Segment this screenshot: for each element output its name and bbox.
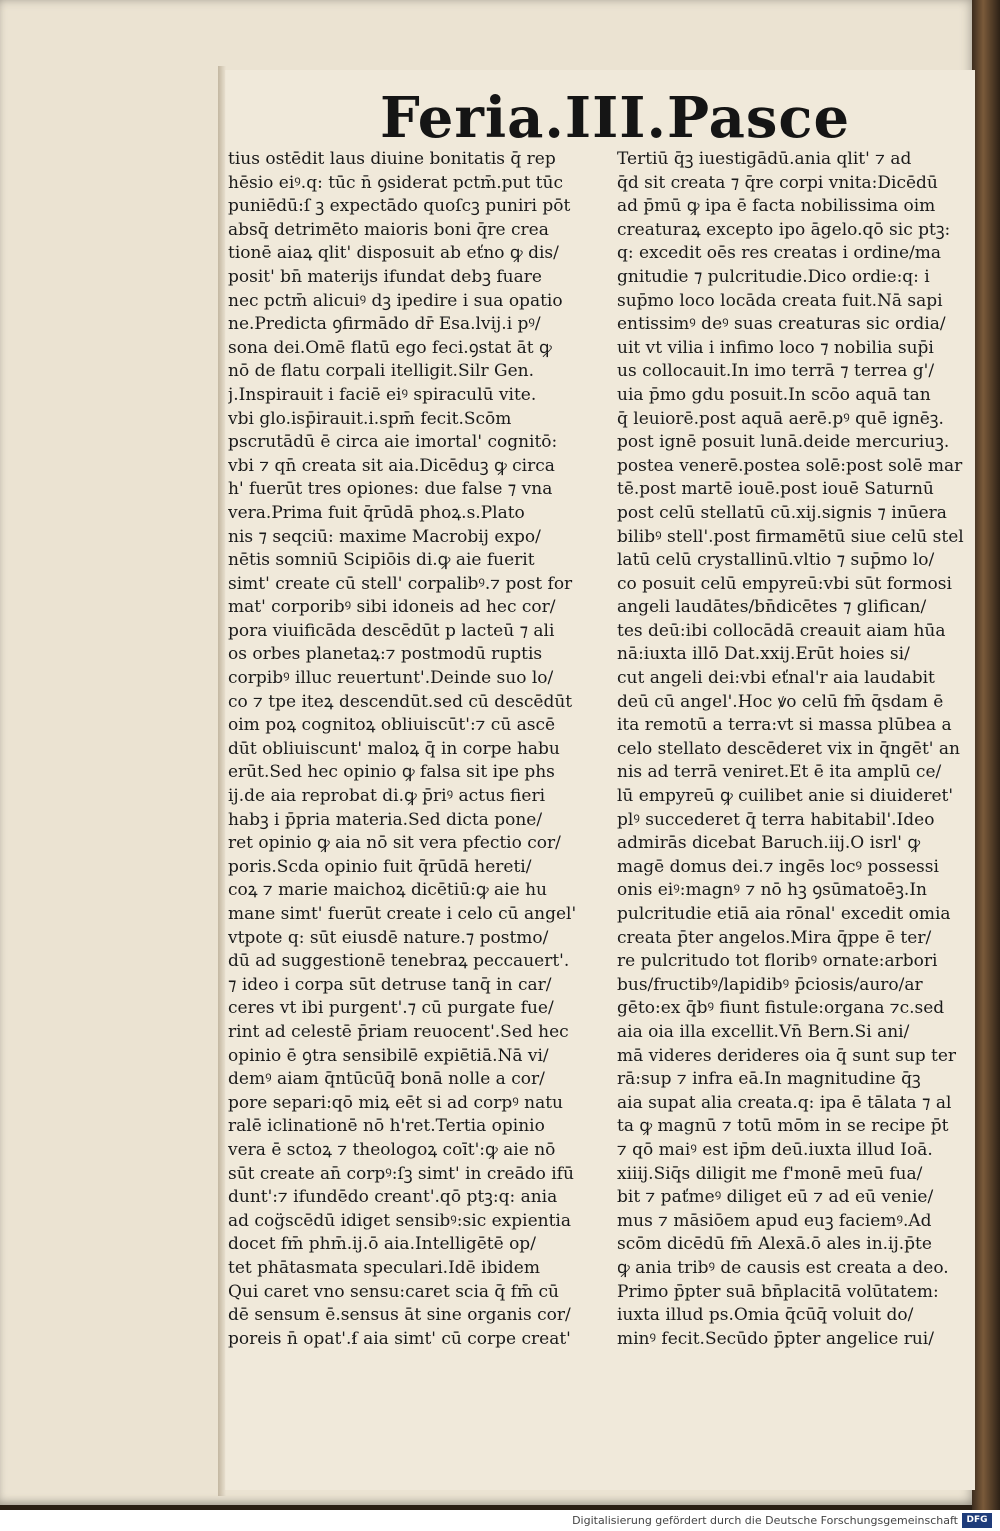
text-line: scōm dicēdū fm̄ Alexā.ō ales in.ij.p̄te — [617, 1234, 932, 1255]
text-line: ret opinio ꝙ aia nō sit vera pfectio cor/ — [228, 833, 561, 854]
text-line: vtpote q: sūt eiusdē nature.⁊ postmo/ — [228, 927, 549, 948]
text-line: sona dei.Omē flatū ego feci.ꝯstat āt ꝙ — [228, 337, 552, 358]
text-line: ij.de aia reprobat di.ꝙ p̄riꝰ actus fieri — [228, 786, 546, 807]
text-line: plꝰ succederet q̄ terra habitabil'.Ideo — [617, 809, 935, 830]
text-line: deū cū angel'.Hoc ꝟo celū fm̄ q̄sdam ē — [617, 691, 944, 712]
text-line: aia oia illa excellit.Vn̄ Bern.Si ani/ — [617, 1021, 910, 1042]
text-line: uit vt vilia i infimo loco ⁊ nobilia sup̄i — [617, 337, 934, 358]
text-line: docet fm̄ phm̄.ij.ō aia.Intelligētē op/ — [228, 1234, 536, 1255]
text-line: vbi ⁊ qn̄ creata sit aia.Dicēduꝫ ꝙ circa — [228, 455, 555, 476]
page-heading: Feria.III.Pasce — [380, 85, 851, 151]
text-line: habꝫ i p̄pria materia.Sed dicta pone/ — [228, 809, 543, 830]
text-line: dē sensum ē.sensus āt sine organis cor/ — [228, 1305, 571, 1326]
text-line: tet phātasmata speculari.Idē ibidem — [228, 1257, 540, 1278]
text-line: post ignē posuit lunā.deide mercuriuꝫ. — [617, 432, 950, 453]
text-line: nā:iuxta illō Dat.xxij.Erūt hoies si/ — [617, 644, 910, 665]
text-line: pore separi:qō miꝝ eēt si ad corpꝰ natu — [228, 1092, 563, 1113]
text-line: vera.Prima fuit q̄rūdā phoꝝ.s.Plato — [228, 502, 525, 523]
text-line: minꝰ fecit.Secūdo p̄pter angelice rui/ — [617, 1328, 934, 1349]
text-line: oim poꝝ cognitoꝝ obliuiscūt':⁊ cū ascē — [228, 715, 556, 736]
text-line: rint ad celestē p̄riam reuocent'.Sed hec — [228, 1021, 569, 1042]
text-line: os orbes planetaꝝ:⁊ postmodū ruptis — [228, 644, 543, 665]
text-line: ⁊ qō maiꝰ est ip̄m deū.iuxta illud Ioā. — [617, 1139, 933, 1160]
text-line: mane simt' fuerūt create i celo cū angel' — [228, 904, 577, 924]
text-line: tē.post martē iouē.post iouē Saturnū — [617, 479, 934, 500]
text-line: entissimꝰ deꝰ suas creaturas sic ordia/ — [617, 314, 946, 335]
text-line: nec pctm̄ alicuiꝰ dꝫ ipedire i sua opatio — [228, 290, 563, 311]
text-line: ita remotū a terra:vt si massa plūbea a — [617, 715, 952, 736]
text-line: postea venerē.postea solē:post solē mar — [617, 455, 963, 476]
text-line: nō de flatu corpali itelligit.Silr Gen. — [228, 361, 535, 382]
text-line: corpibꝰ illuc reuertunt'.Deinde suo lo/ — [228, 668, 554, 689]
text-line: poreis n̄ opat'.ẜ aia simt' cū corpe creat' — [228, 1328, 571, 1349]
text-line: post celū stellatū cū.xij.signis ⁊ inūera — [617, 502, 947, 523]
text-line: Primo p̄pter suā bn̄placitā volūtatem: — [617, 1281, 939, 1302]
text-line: co ⁊ tpe iteꝝ descendūt.sed cū descēdūt — [228, 691, 573, 712]
text-line: lū empyreū ꝙ cuilibet anie si diuideret' — [617, 786, 954, 807]
text-line: opinio ē ꝯtra sensibilē expiētiā.Nā vi/ — [228, 1045, 549, 1066]
text-line: ne.Predicta ꝯfirmādo dr̄ Esa.lvij.i pꝰ/ — [228, 314, 541, 335]
text-line: pscrutādū ē circa aie imortal' cognitō: — [228, 432, 558, 453]
text-line: tionē aiaꝝ qlit' disposuit ab eťno ꝙ dis/ — [228, 243, 559, 264]
text-line: ceres vt ibi purgent'.⁊ cū purgate fue/ — [228, 998, 554, 1019]
text-line: ad cog̈scēdū idiget sensibꝰ:sic expientia — [228, 1210, 571, 1231]
text-line: nis ⁊ seqciū: maxime Macrobij expo/ — [228, 526, 541, 547]
text-line: xiiij.Siq̄s diligit me f'monē meū fua/ — [617, 1163, 923, 1184]
text-line: pulcritudie etiā aia rōnal' excedit omia — [617, 904, 951, 924]
text-line: ad p̄mū ꝙ ipa ē facta nobilissima oim — [617, 196, 936, 217]
text-line: cut angeli dei:vbi eťnal'r aia laudabit — [617, 668, 935, 689]
text-line: mat' corporibꝰ sibi idoneis ad hec cor/ — [228, 597, 556, 618]
text-line: rā:sup ⁊ infra eā.In magnitudine q̄ꝫ — [617, 1069, 921, 1090]
text-line: bit ⁊ paťmeꝰ diliget eū ⁊ ad eū venie/ — [617, 1187, 934, 1208]
text-line: bilibꝰ stell'.post firmamētū siue celū stel — [617, 526, 964, 547]
text-line: tius ostēdit laus diuine bonitatis q̄ rep — [228, 149, 556, 169]
text-line: h' fuerūt tres opiones: due false ⁊ vna — [228, 479, 553, 500]
text-line: nis ad terrā veniret.Et ē ita amplū ce/ — [617, 762, 942, 783]
left-column-shadow — [218, 66, 226, 1496]
text-line: sup̄mo loco locāda creata fuit.Nā sapi — [617, 290, 943, 311]
text-line: ⁊ ideo i corpa sūt detruse tanq̄ in car/ — [228, 974, 552, 995]
text-line: puniēdū:ſ ꝫ expectādo quoſcꝫ puniri pōt — [228, 196, 571, 217]
text-line: angeli laudātes/bn̄dicētes ⁊ glifican/ — [617, 597, 927, 618]
text-line: magē domus dei.⁊ ingēs locꝰ possessi — [617, 856, 939, 877]
text-line: q̄ leuiorē.post aquā aerē.pꝰ quē ignēꝫ. — [617, 408, 944, 429]
text-line: gēto:ex q̄bꝰ fiunt fistule:organa ⁊c.sed — [617, 998, 945, 1019]
text-line: bus/fructibꝰ/lapidibꝰ p̄ciosis/auro/ar — [617, 974, 923, 995]
text-line: gnitudie ⁊ pulcritudie.Dico ordie:q: i — [617, 266, 930, 287]
text-line: simt' create cū stell' corpalibꝰ.⁊ post for — [228, 573, 573, 594]
text-line: re pulcritudo tot floribꝰ ornate:arbori — [617, 951, 938, 972]
text-line: admirās dicebat Baruch.iij.O isrl' ꝙ — [617, 833, 921, 854]
text-line: latū celū crystallinū.vltio ⁊ sup̄mo lo/ — [617, 550, 935, 571]
dfg-logo: DFG — [962, 1513, 992, 1528]
text-line: nētis somniū Scipiōis di.ꝙ aie fuerit — [228, 550, 535, 571]
text-line: hēsio eiꝰ.q: tūc n̄ ꝯsiderat pctm̄.put tūc — [228, 172, 563, 193]
text-line: posit' bn̄ materijs ifundat debꝫ fuare — [228, 266, 542, 287]
text-line: ꝙ ania tribꝰ de causis est creata a deo. — [617, 1257, 949, 1278]
text-line: dū ad suggestionē tenebraꝝ peccauert'. — [228, 951, 570, 972]
text-line: uia p̄mo gdu posuit.In scōo aquā tan — [617, 384, 931, 405]
left-text-column — [228, 148, 616, 1351]
text-line: celo stellato descēderet vix in q̄ngēt' an — [617, 738, 960, 759]
text-line: onis eiꝰ:magnꝰ ⁊ nō hꝫ ꝯsūmatoēꝫ.In — [617, 880, 927, 901]
text-line: dūt obliuiscunt' maloꝝ q̄ in corpe habu — [228, 738, 560, 759]
text-line: coꝝ ⁊ marie maichoꝝ dicētiū:ꝙ aie hu — [228, 880, 547, 901]
text-line: q̄d sit creata ⁊ q̄re corpi vnita:Dicēdū — [617, 172, 938, 193]
text-line: vera ē sctoꝝ ⁊ theologoꝝ coīt':ꝙ aie nō — [228, 1139, 556, 1160]
text-line: q: excedit oēs res creatas i ordine/ma — [617, 243, 941, 264]
text-line: demꝰ aiam q̄ntūcūq̄ bonā nolle a cor/ — [228, 1069, 545, 1090]
text-line: vbi glo.isp̄irauit.i.spm̄ fecit.Scōm — [228, 408, 512, 429]
text-line: j.Inspirauit i faciē eiꝰ spiraculū vite. — [228, 384, 537, 405]
right-text-column — [617, 148, 1000, 1351]
footer-bar — [0, 1510, 1000, 1531]
text-line: mus ⁊ māsiōem apud euꝫ faciemꝰ.Ad — [617, 1210, 932, 1231]
text-line: ralē iclinationē nō h'ret.Tertia opinio — [228, 1116, 545, 1137]
text-line: dunt':⁊ ifundēdo creant'.qō ptꝫ:q: ania — [228, 1187, 558, 1208]
text-line: absq̄ detrimēto maioris boni q̄re crea — [228, 219, 549, 240]
text-line: co posuit celū empyreū:vbi sūt formosi — [617, 573, 952, 594]
text-line: pora viuificāda descēdūt p lacteū ⁊ ali — [228, 620, 555, 641]
text-line: tes deū:ibi collocādā creauit aiam hūa — [617, 620, 946, 641]
text-line: mā videres derideres oia q̄ sunt sup ter — [617, 1045, 957, 1066]
text-line: creaturaꝝ excepto ipo āgelo.qō sic ptꝫ: — [617, 219, 951, 240]
text-line: iuxta illud ps.Omia q̄cūq̄ voluit do/ — [617, 1305, 914, 1326]
text-line: Qui caret vno sensu:caret scia q̄ fm̄ cū — [228, 1281, 560, 1302]
text-line: sūt create an̄ corpꝰ:ſꝫ simt' in creādo ifū — [228, 1163, 574, 1184]
text-line: creata p̄ter angelos.Mira q̄ppe ē ter/ — [617, 927, 932, 948]
funding-credit: Digitalisierung gefördert durch die Deutsche Forschungsgemeinschaft — [572, 1514, 958, 1527]
text-line: erūt.Sed hec opinio ꝙ falsa sit ipe phs — [228, 762, 555, 783]
text-line: ta ꝙ magnū ⁊ totū mōm in se recipe p̄t — [617, 1116, 949, 1137]
text-line: Tertiū q̄ꝫ iuestigādū.ania qlit' ⁊ ad — [617, 149, 912, 169]
text-line: us collocauit.In imo terrā ⁊ terrea g'/ — [617, 361, 935, 382]
text-line: aia supat alia creata.q: ipa ē tālata ⁊ al — [617, 1092, 952, 1113]
text-line: poris.Scda opinio fuit q̄rūdā hereti/ — [228, 856, 532, 877]
